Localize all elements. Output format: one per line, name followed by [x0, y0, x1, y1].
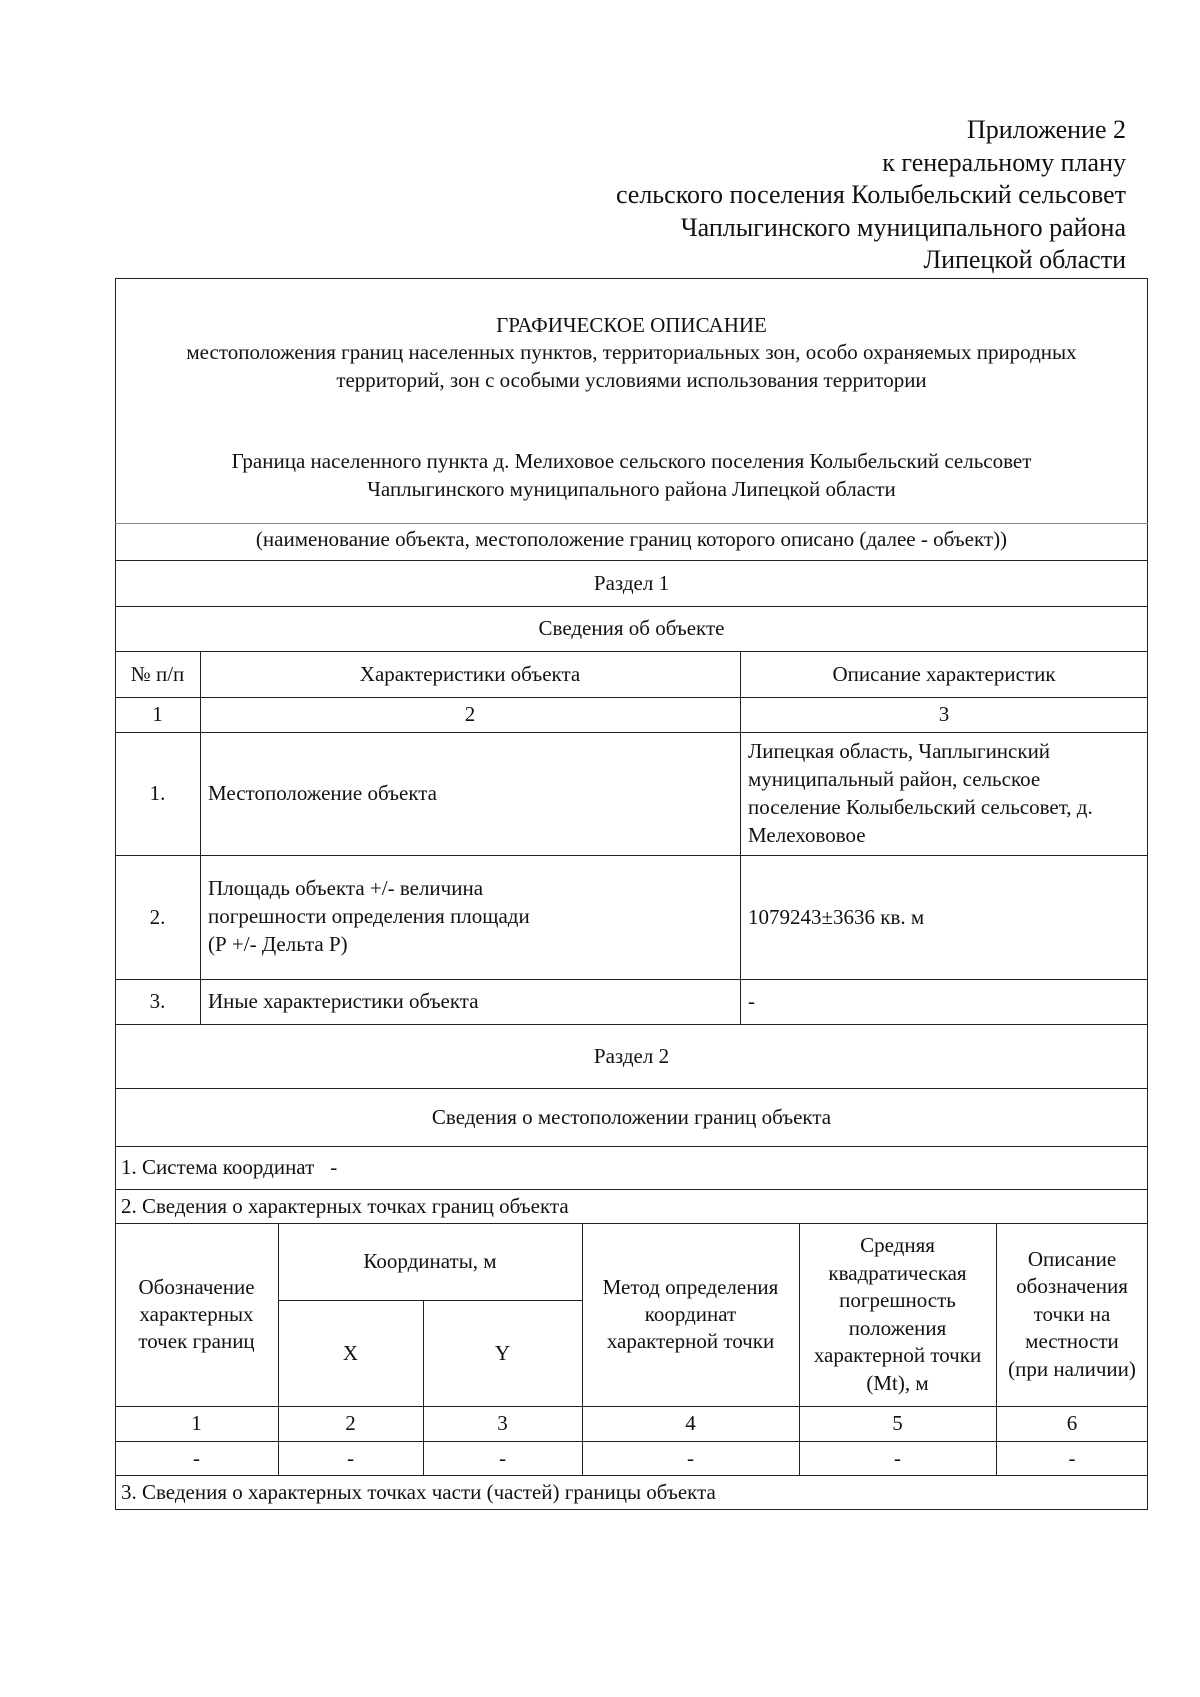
- header-text: точки на: [1033, 1301, 1111, 1326]
- header-text: местности: [1025, 1329, 1119, 1354]
- column-header-x: X: [342, 1340, 359, 1365]
- column-number: 2: [464, 702, 476, 726]
- parts-title: 3. Сведения о характерных точках части (частей) границы объекта: [121, 1480, 716, 1504]
- divider: [115, 523, 1148, 524]
- header-text: погрешность: [839, 1288, 956, 1312]
- header-text: положения: [848, 1315, 947, 1340]
- header-line: Приложение 2: [966, 115, 1126, 144]
- characteristic-area: (Р +/- Дельта Р): [208, 932, 348, 956]
- column-number: 1: [152, 702, 163, 726]
- location-description: муниципальный район, сельское: [748, 767, 1041, 791]
- column-header: № п/п: [130, 661, 185, 686]
- header-text: (при наличии): [1008, 1356, 1136, 1381]
- header-text: квадратическая: [828, 1260, 967, 1285]
- object-name: Чаплыгинского муниципального района Липецкой области: [367, 477, 896, 501]
- section-2-title: Раздел 2: [593, 1043, 670, 1068]
- column-header: Описание характеристик: [832, 661, 1056, 686]
- object-name: Граница населенного пункта д. Мелиховое сельского поселения Колыбельский сельсовет: [231, 449, 1032, 473]
- column-header-coordinates: Координаты, м: [363, 1249, 497, 1273]
- object-caption: (наименование объекта, местоположение границ которого описано (далее - объект)): [255, 527, 1008, 551]
- column-number: 5: [892, 1411, 903, 1435]
- other-value: -: [748, 989, 755, 1013]
- row-number: 2.: [149, 904, 166, 929]
- header-text: обозначения: [1016, 1274, 1128, 1299]
- coordinate-system: [115, 1146, 1148, 1189]
- table-cell: -: [193, 1445, 200, 1470]
- column-number: 4: [685, 1411, 696, 1435]
- header-text: (Mt), м: [866, 1370, 929, 1395]
- header-text: точек границ: [138, 1329, 255, 1353]
- title-subtitle: местоположения границ населенных пунктов, территориальных зон, особо охраняемых природных: [186, 340, 1077, 364]
- graphic-description-form: [115, 278, 1148, 1510]
- header-text: характерной точки: [813, 1343, 982, 1367]
- location-description: поселение Колыбельский сельсовет, д.: [748, 795, 1093, 819]
- section-1-title: Раздел 1: [593, 570, 670, 595]
- header-text: Обозначение: [138, 1275, 255, 1299]
- table-cell: -: [687, 1445, 694, 1470]
- header-text: координат: [644, 1302, 737, 1326]
- column-header-y: Y: [494, 1340, 511, 1365]
- column-number: 3: [938, 702, 950, 726]
- coordinate-system-value: -: [330, 1155, 338, 1179]
- row-number: 3.: [149, 989, 166, 1013]
- column-header-description: [996, 1223, 1148, 1406]
- column-number: 3: [497, 1411, 508, 1435]
- coordinate-system-label: 1. Система координат: [121, 1155, 315, 1179]
- header-line: сельского поселения Колыбельский сельсовет: [615, 180, 1126, 209]
- column-header-method: [582, 1223, 799, 1406]
- column-header-designation: [115, 1223, 278, 1406]
- column-header: Характеристики объекта: [359, 661, 581, 686]
- table-cell: -: [499, 1445, 506, 1470]
- document-title: ГРАФИЧЕСКОЕ ОПИСАНИЕ: [496, 313, 767, 337]
- title-subtitle: территорий, зон с особыми условиями использования территории: [336, 368, 927, 392]
- header-text: Описание: [1027, 1246, 1117, 1271]
- row-number: 1.: [149, 781, 166, 805]
- column-number: 1: [191, 1411, 202, 1435]
- characteristic-area: Площадь объекта +/- величина: [208, 876, 484, 900]
- location-description: Липецкая область, Чаплыгинский: [748, 739, 1051, 763]
- characteristic-location: Местоположение объекта: [208, 781, 438, 805]
- header-text: характерных: [139, 1302, 254, 1326]
- column-header-error: [799, 1223, 996, 1406]
- table-cell: -: [347, 1445, 354, 1470]
- header-text: Метод определения: [602, 1275, 779, 1299]
- column-number: 6: [1066, 1411, 1078, 1435]
- points-title: 2. Сведения о характерных точках границ объекта: [121, 1193, 569, 1218]
- appendix-header: [616, 114, 1126, 277]
- header-line: к генеральному плану: [882, 147, 1126, 177]
- header-text: характерной точки: [606, 1329, 775, 1353]
- characteristic-other: Иные характеристики объекта: [208, 989, 479, 1013]
- header-line: Липецкой области: [923, 245, 1126, 274]
- column-number: 2: [345, 1411, 356, 1435]
- area-value: 1079243±3636 кв. м: [748, 904, 925, 929]
- section-2-subtitle: Сведения о местоположении границ объекта: [431, 1104, 832, 1129]
- header-line: Чаплыгинского муниципального района: [680, 212, 1126, 242]
- table-cell: -: [1068, 1445, 1076, 1470]
- location-description: Мелехововое: [748, 823, 866, 847]
- table-cell: -: [894, 1445, 901, 1470]
- characteristic-area: погрешности определения площади: [208, 904, 530, 928]
- header-text: Средняя: [860, 1233, 935, 1257]
- section-1-subtitle: Сведения об объекте: [538, 616, 725, 640]
